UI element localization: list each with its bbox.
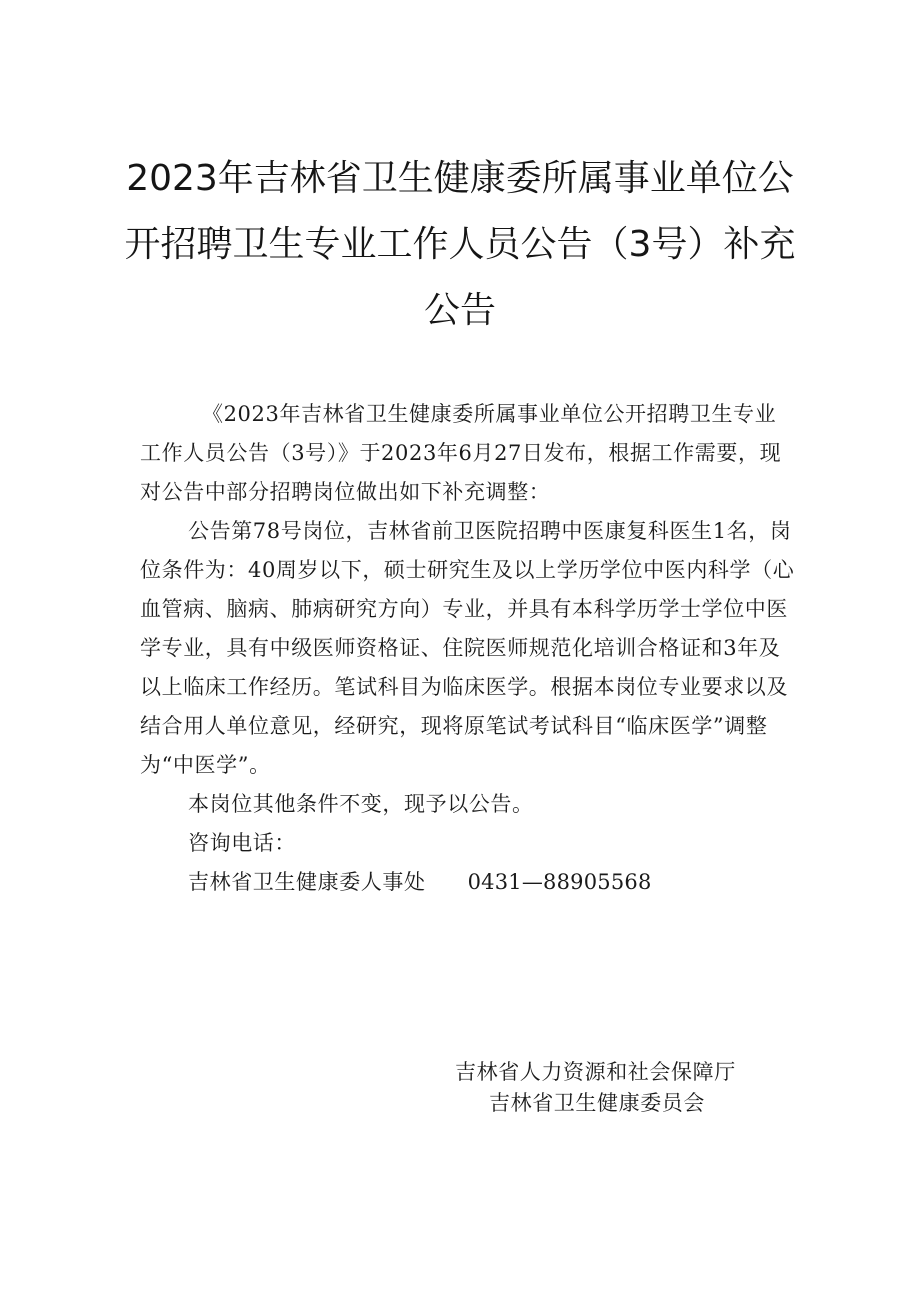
paragraph-position-78: 公告第78号岗位，吉林省前卫医院招聘中医康复科医生1名，岗位条件为：40周岁以下，硕士研究生及以上学历学位中医内科学（心血管病、脑病、肺病研究方向）专业，并具有本科学历学士学位中医学专业，具有中级医师资格证、住院医师规范化培训合格证和3年及以上临床工作经历。笔试科目为临床医学。根据本岗位专业要求以及结合用人单位意见，经研究，现将原笔试考试科目“临床医学”调整为“中医学”。 bbox=[140, 519, 795, 777]
document-body bbox=[140, 395, 795, 902]
paragraph-intro: 《2023年吉林省卫生健康委所属事业单位公开招聘卫生专业工作人员公告（3号）》于2023年6月27日发布，根据工作需要，现对公告中部分招聘岗位做出如下补充调整： bbox=[140, 402, 782, 504]
title-line-2: 开招聘卫生专业工作人员公告（3号）补充 bbox=[124, 224, 796, 265]
signature-org-2: 吉林省卫生健康委员会 bbox=[489, 1091, 705, 1115]
contact-department: 吉林省卫生健康委人事处 bbox=[188, 870, 426, 894]
paragraph-closing: 本岗位其他条件不变，现予以公告。 bbox=[188, 792, 534, 816]
contact-line bbox=[140, 863, 795, 902]
document-title bbox=[120, 146, 800, 344]
title-line-1: 2023年吉林省卫生健康委所属事业单位公 bbox=[126, 158, 794, 199]
contact-label: 咨询电话： bbox=[188, 831, 296, 855]
signature-block bbox=[455, 1057, 775, 1119]
title-line-3: 公告 bbox=[423, 290, 496, 331]
signature-org-1: 吉林省人力资源和社会保障厅 bbox=[455, 1060, 736, 1084]
contact-phone: 0431—88905568 bbox=[467, 870, 652, 894]
